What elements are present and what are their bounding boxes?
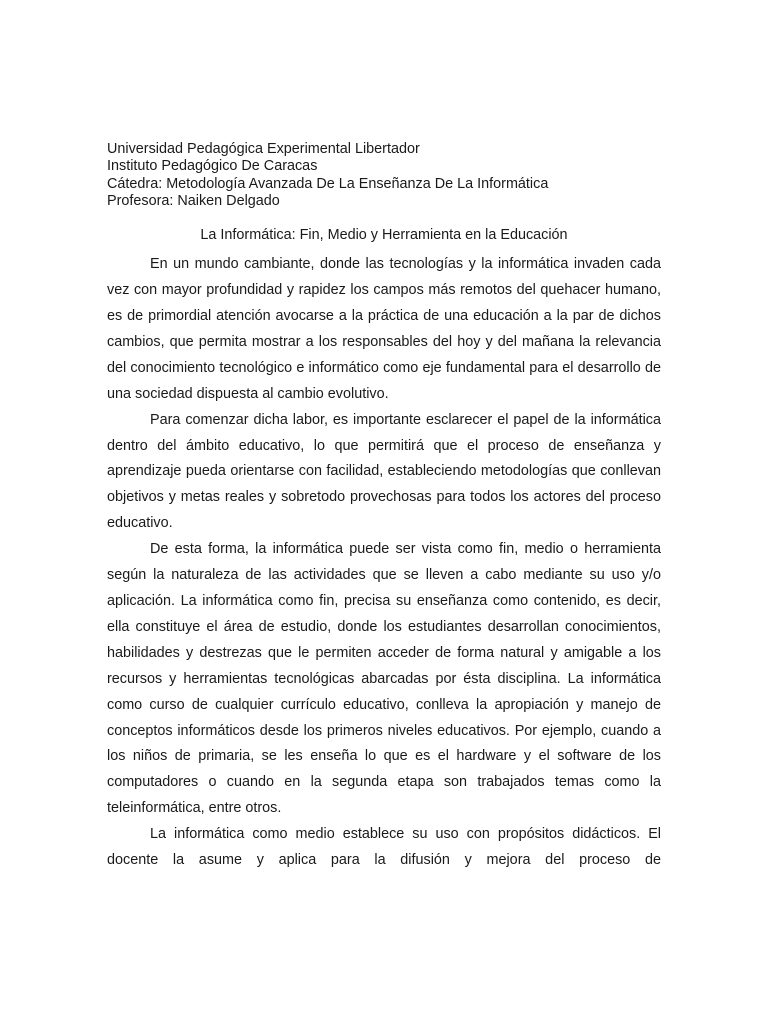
university-name: Universidad Pedagógica Experimental Libertador [107,141,420,157]
institute-name: Instituto Pedagógico De Caracas [107,158,318,175]
document-page [107,141,661,874]
document-header [107,141,661,210]
chair-name: Cátedra: Metodología Avanzada De La Enseñanza De La Informática [107,175,549,192]
professor-name: Profesora: Naiken Delgado [107,192,280,209]
body-paragraph: De esta forma, la informática puede ser vista como fin, medio o herramienta según la naturaleza de las actividades que se lleven a cabo mediante su uso y/o aplicación. La informática como fin, precisa su enseñanza como contenido, es decir, ella constituye el área de estudio, donde los estudiantes desarrollan conocimientos, habilidades y destrezas que le permiten acceder de forma natural y amigable a los recursos y herramientas tecnológicas abarcadas por ésta disciplina. La informática como curso de cualquier currículo educativo, conlleva la apropiación y manejo de conceptos informáticos desde los primeros niveles educativos. Por ejemplo, cuando a los niños de primaria, se les enseña lo que es el hardware y el software de los computadores o cuando en la segunda etapa son trabajados temas como la teleinformática, entre otros. [107,541,661,817]
body-paragraph: En un mundo cambiante, donde las tecnologías y la informática invaden cada vez con mayor profundidad y rapidez los campos más remotos del quehacer humano, es de primordial atención avocarse a la práctica de una educación a la par de dichos cambios, que permita mostrar a los responsables del hoy y del mañana la relevancia del conocimiento tecnológico e informático como eje fundamental para el desarrollo de una sociedad dispuesta al cambio evolutivo. [107,256,661,402]
body-paragraph: La informática como medio establece su uso con propósitos didácticos. El docente la asume y aplica para la difusión y mejora del proceso de [107,826,661,869]
document-title: La Informática: Fin, Medio y Herramienta en la Educación [200,227,568,244]
body-paragraph: Para comenzar dicha labor, es importante esclarecer el papel de la informática dentro del ámbito educativo, lo que permitirá que el proceso de enseñanza y aprendizaje pueda orientarse con facilidad, estableciendo metodologías que conllevan objetivos y metas reales y sobretodo provechosas para todos los actores del proceso educativo. [107,411,661,532]
document-body [107,252,661,874]
